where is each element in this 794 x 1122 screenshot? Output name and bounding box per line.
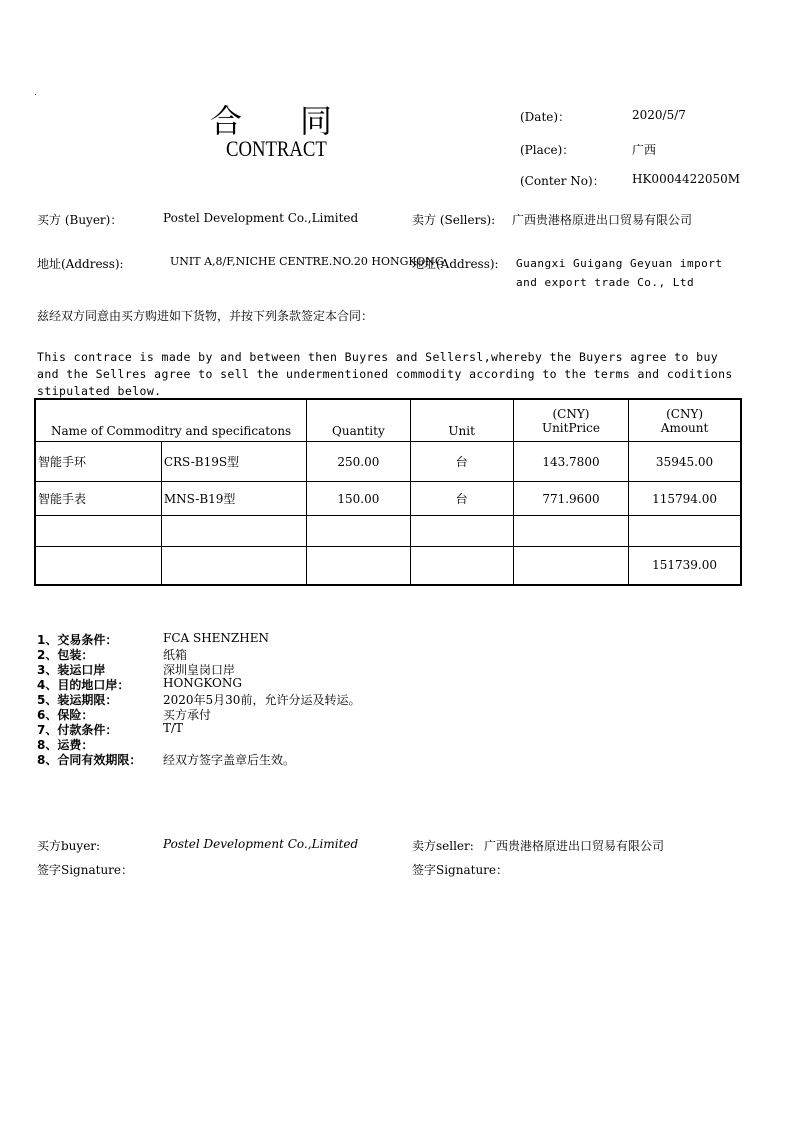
seller-address-line2: and export trade Co., Ltd — [516, 276, 695, 289]
row-quantity: 250.00 — [307, 442, 410, 482]
signature-seller-label: 卖方seller: — [412, 839, 474, 853]
row-unit-price: 771.9600 — [513, 482, 628, 516]
contract-no-value: HK0004422050M — [632, 172, 741, 186]
seller-address-line1: Guangxi Guigang Geyuan import — [516, 257, 723, 270]
header-amount-label: Amount — [660, 420, 709, 435]
buyer-address: UNIT A,8/F,NICHE CENTRE.NO.20 HONGKONG — [170, 255, 444, 268]
intro-english: This contrace is made by and between then Buyres and Sellersl,whereby the Buyers agree to buy and the Sellres agree to sell the undermentioned commodity according to the terms and coditions stipulated below. — [37, 350, 733, 398]
intro-chinese: 兹经双方同意由买方购进如下货物，并按下列条款签定本合同： — [37, 309, 374, 323]
contract-no-label: (Conter No)： — [520, 174, 605, 188]
header-unit-price-currency: (CNY) — [552, 406, 590, 421]
term-label: 7、付款条件： — [37, 723, 118, 737]
buyer-address-label: 地址(Address): — [37, 257, 124, 271]
seller-signature-label: 签字Signature： — [412, 863, 509, 877]
term-value: 深圳皇岗口岸 — [163, 663, 236, 677]
term-label: 8、合同有效期限： — [37, 753, 142, 767]
row-spec — [161, 516, 306, 547]
header-quantity: Quantity — [307, 399, 410, 442]
row-unit-price: 143.7800 — [513, 442, 628, 482]
buyer-signature-label: 签字Signature： — [37, 863, 134, 877]
seller-label: 卖方 (Sellers): — [412, 213, 496, 227]
term-value: 经双方签字盖章后生效。 — [163, 753, 296, 767]
term-value: 纸箱 — [163, 648, 188, 662]
term-value: FCA SHENZHEN — [163, 631, 269, 645]
signature-buyer-label: 买方buyer: — [37, 839, 101, 853]
row-amount: 35945.00 — [629, 442, 741, 482]
term-value: 2020年5月30前，允许分运及转运。 — [163, 693, 361, 707]
row-unit: 台 — [410, 442, 513, 482]
seller-name: 广西贵港格原进出口贸易有限公司 — [512, 213, 693, 227]
place-label: (Place)： — [520, 143, 575, 157]
table-row — [35, 516, 741, 547]
term-value: T/T — [163, 721, 184, 735]
table-total-row — [35, 547, 741, 585]
table-header-row — [35, 399, 741, 442]
row-unit-price — [513, 516, 628, 547]
term-label: 4、目的地口岸： — [37, 678, 130, 692]
total-amount: 151739.00 — [629, 547, 741, 585]
row-amount: 115794.00 — [629, 482, 741, 516]
row-unit: 台 — [410, 482, 513, 516]
header-amount-currency: (CNY) — [666, 406, 704, 421]
row-amount — [629, 516, 741, 547]
goods-table — [34, 398, 742, 586]
stray-dot — [35, 94, 36, 95]
term-label: 2、包装： — [37, 648, 94, 662]
buyer-label: 买方 (Buyer)： — [37, 213, 123, 227]
place-value: 广西 — [632, 143, 657, 157]
header-unit-price-label: UnitPrice — [541, 420, 600, 435]
date-value: 2020/5/7 — [632, 108, 686, 122]
row-spec: CRS-B19S型 — [161, 442, 306, 482]
header-name: Name of Commoditry and specificatons — [35, 399, 307, 442]
header-unit-price — [513, 399, 628, 442]
empty-cell — [161, 547, 306, 585]
title-english: CONTRACT — [226, 136, 327, 161]
row-quantity: 150.00 — [307, 482, 410, 516]
buyer-name: Postel Development Co.,Limited — [163, 211, 359, 225]
row-name — [35, 516, 161, 547]
signature-buyer-name: Postel Development Co.,Limited — [163, 837, 359, 851]
term-label: 6、保险： — [37, 708, 94, 722]
header-amount — [629, 399, 741, 442]
term-value: HONGKONG — [163, 676, 242, 690]
signature-seller-name: 广西贵港格原进出口贸易有限公司 — [484, 839, 665, 853]
title-chinese: 合同 — [210, 102, 391, 140]
empty-cell — [35, 547, 161, 585]
term-value: 买方承付 — [163, 708, 212, 722]
empty-cell — [410, 547, 513, 585]
row-unit — [410, 516, 513, 547]
term-label: 5、装运期限： — [37, 693, 118, 707]
empty-cell — [513, 547, 628, 585]
date-label: (Date)： — [520, 110, 571, 124]
header-unit: Unit — [410, 399, 513, 442]
seller-address-label: 地址(Address): — [412, 257, 499, 271]
row-quantity — [307, 516, 410, 547]
table-row — [35, 482, 741, 516]
row-spec: MNS-B19型 — [161, 482, 306, 516]
row-name: 智能手环 — [35, 442, 161, 482]
row-name: 智能手表 — [35, 482, 161, 516]
table-row — [35, 442, 741, 482]
term-label: 3、装运口岸 — [37, 663, 106, 677]
term-label: 1、交易条件： — [37, 633, 118, 647]
empty-cell — [307, 547, 410, 585]
term-label: 8、运费： — [37, 738, 94, 752]
